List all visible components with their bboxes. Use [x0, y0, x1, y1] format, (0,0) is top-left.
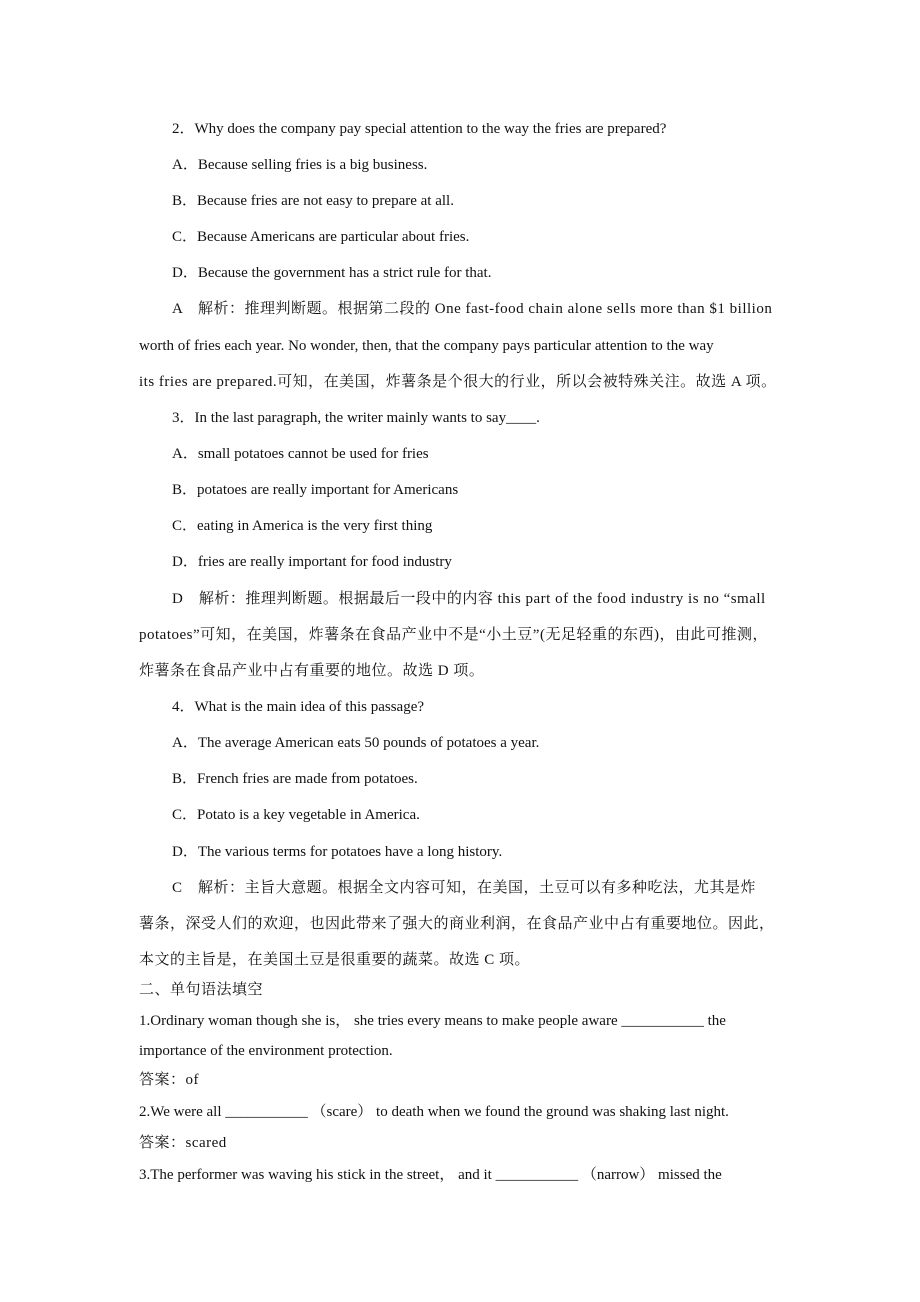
fill-item-2-line1: 2.We were all ___________ （scare） to death when we found the ground was shaking last night. — [139, 1104, 729, 1120]
q2-option-b: B．Because fries are not easy to prepare at all. — [172, 193, 454, 209]
q2-analysis-line3: its fries are prepared.可知，在美国，炸薯条是个很大的行业，所以会被特殊关注。故选 A 项。 — [139, 374, 777, 390]
fill-item-3-line1: 3.The performer was waving his stick in the street， and it ___________ （narrow） missed the — [139, 1167, 722, 1183]
q4-option-b: B．French fries are made from potatoes. — [172, 771, 418, 787]
q2-analysis-line2: worth of fries each year. No wonder, then, that the company pays particular attention to the way — [139, 338, 714, 354]
section2-heading: 二、单句语法填空 — [139, 982, 264, 998]
q4-analysis-line2: 薯条，深受人们的欢迎，也因此带来了强大的商业利润，在食品产业中占有重要地位。因此， — [139, 916, 775, 932]
fill-item-1-line2: importance of the environment protection. — [139, 1043, 393, 1059]
q3-analysis-line3: 炸薯条在食品产业中占有重要的地位。故选 D 项。 — [139, 663, 485, 679]
q3-option-d: D．fries are really important for food industry — [172, 554, 452, 570]
q2-option-c: C．Because Americans are particular about fries. — [172, 229, 470, 245]
q4-question: 4．What is the main idea of this passage? — [172, 699, 425, 715]
q4-option-c: C．Potato is a key vegetable in America. — [172, 807, 420, 823]
q2-question: 2．Why does the company pay special attention to the way the fries are prepared? — [172, 121, 667, 137]
q2-option-d: D．Because the government has a strict rule for that. — [172, 265, 492, 281]
q3-option-c: C．eating in America is the very first thing — [172, 518, 433, 534]
q4-analysis-line3: 本文的主旨是，在美国土豆是很重要的蔬菜。故选 C 项。 — [139, 952, 531, 968]
q4-option-d: D．The various terms for potatoes have a long history. — [172, 844, 503, 860]
q3-analysis-line1: D 解析：推理判断题。根据最后一段中的内容 this part of the food industry is no “small — [172, 591, 766, 607]
fill-item-2-answer: 答案：scared — [139, 1135, 227, 1151]
q2-analysis-line1: A 解析：推理判断题。根据第二段的 One fast-food chain alone sells more than $1 billion — [172, 301, 773, 317]
q3-option-a: A．small potatoes cannot be used for fries — [172, 446, 429, 462]
q3-analysis-line2: potatoes”可知，在美国，炸薯条在食品产业中不是“小土豆”(无足轻重的东西)，由此可推测， — [139, 627, 768, 643]
q4-option-a: A．The average American eats 50 pounds of potatoes a year. — [172, 735, 540, 751]
fill-item-1-answer: 答案：of — [139, 1072, 199, 1088]
fill-item-1-line1: 1.Ordinary woman though she is， she tries every means to make people aware ___________ the — [139, 1013, 726, 1029]
q3-option-b: B．potatoes are really important for Americans — [172, 482, 459, 498]
q3-question: 3．In the last paragraph, the writer mainly wants to say____. — [172, 410, 540, 426]
q4-analysis-line1: C 解析：主旨大意题。根据全文内容可知，在美国，土豆可以有多种吃法，尤其是炸 — [172, 880, 757, 896]
q2-option-a: A．Because selling fries is a big business. — [172, 157, 428, 173]
